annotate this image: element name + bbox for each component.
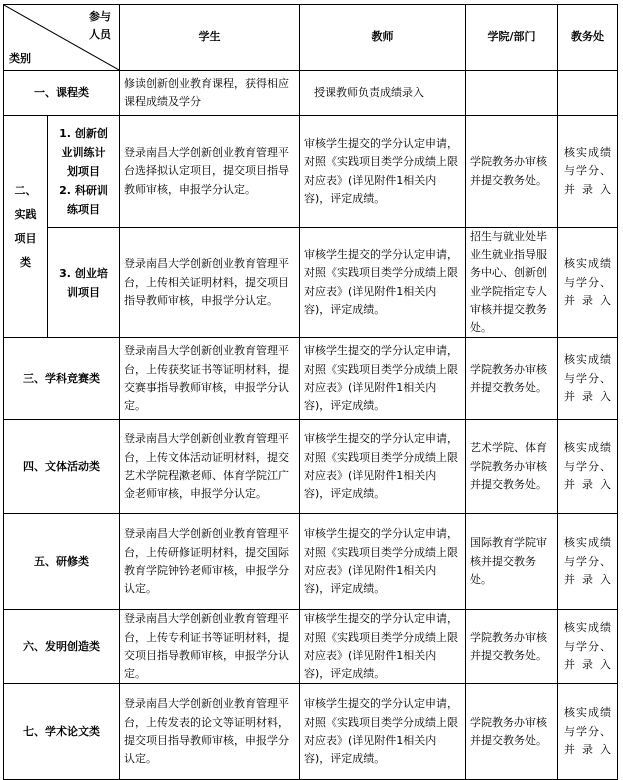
header-college: 学院/部门 (466, 5, 558, 71)
culture-teacher-cell: 审核学生提交的学分认定申请，对照《实践项目类学分成绩上限对应表》(详见附件1相关内容)，评定成绩。 (300, 420, 466, 514)
category-practice (4, 116, 48, 338)
subcategory-line-3: 划项目 (67, 165, 100, 178)
table-row-practice-2 (4, 228, 618, 338)
paper-teacher-cell: 审核学生提交的学分认定申请，对照《实践项目类学分成绩上限对应表》(详见附件1相关内容)，评定成绩。 (300, 684, 466, 780)
paper-college-cell: 学院教务办审核并提交教务处。 (466, 684, 558, 780)
subcategory-line-1: 1. 创新创 (59, 127, 108, 140)
header-corner-top: 参与 (89, 10, 111, 23)
practice-2-college-cell: 招生与就业处毕业生就业指导服务中心、创新创业学院指定专人审核并提交教务处。 (466, 228, 558, 338)
subcategory-line-5: 练项目 (67, 203, 100, 216)
course-office-cell (558, 71, 618, 116)
table-row-culture (4, 420, 618, 514)
header-row (4, 5, 618, 71)
subcategory-innovation-research (48, 116, 120, 228)
competition-teacher-cell: 审核学生提交的学分认定申请，对照《实践项目类学分成绩上限对应表》(详见附件1相关内容)，评定成绩。 (300, 338, 466, 420)
table-row-study (4, 514, 618, 610)
practice-1-office-cell: 核实成绩与学分、并录入 (558, 116, 618, 228)
header-student: 学生 (120, 5, 300, 71)
competition-student-cell: 登录南昌大学创新创业教育管理平台，上传获奖证书等证明材料，提交赛事指导教师审核，申报学分认定。 (120, 338, 300, 420)
category-practice-line-3: 项目 (14, 231, 37, 245)
invention-office-cell: 核实成绩与学分、并录入 (558, 610, 618, 684)
practice-2-office-cell: 核实成绩与学分、并录入 (558, 228, 618, 338)
category-competition: 三、学科竞赛类 (4, 338, 120, 420)
practice-1-student-cell: 登录南昌大学创新创业教育管理平台选择拟认定项目，提交项目指导教师审核，申报学分认定。 (120, 116, 300, 228)
culture-student-cell: 登录南昌大学创新创业教育管理平台，上传文体活动证明材料，提交艺术学院程漱老师、体育学院江广金老师审核，申报学分认定。 (120, 420, 300, 514)
culture-college-cell: 艺术学院、体育学院教务办审核并提交教务处。 (466, 420, 558, 514)
category-paper: 七、学术论文类 (4, 684, 120, 780)
practice-2-student-cell: 登录南昌大学创新创业教育管理平台，上传相关证明材料，提交项目指导教师审核，申报学分认定。 (120, 228, 300, 338)
study-office-cell: 核实成绩与学分、并录入 (558, 514, 618, 610)
practice-2-teacher-cell: 审核学生提交的学分认定申请，对照《实践项目类学分成绩上限对应表》(详见附件1相关内容)，评定成绩。 (300, 228, 466, 338)
header-corner-cell (4, 5, 120, 71)
course-college-cell (466, 71, 558, 116)
competition-college-cell: 学院教务办审核并提交教务处。 (466, 338, 558, 420)
header-corner-mid: 人员 (89, 28, 111, 41)
category-course: 一、课程类 (4, 71, 120, 116)
subcategory-entrepreneurship (48, 228, 120, 338)
subcategory-line-2: 业训练计 (61, 146, 106, 159)
table-row-competition (4, 338, 618, 420)
practice-1-teacher-cell: 审核学生提交的学分认定申请，对照《实践项目类学分成绩上限对应表》(详见附件1相关内容)，评定成绩。 (300, 116, 466, 228)
table-row-invention (4, 610, 618, 684)
invention-student-cell: 登录南昌大学创新创业教育管理平台，上传专利证书等证明材料，提交项目指导教师审核，申报学分认定。 (120, 610, 300, 684)
paper-student-cell: 登录南昌大学创新创业教育管理平台，上传发表的论文等证明材料，提交项目指导教师审核，申报学分认定。 (120, 684, 300, 780)
study-college-cell: 国际教育学院审核并提交教务处。 (466, 514, 558, 610)
credit-process-table (3, 4, 618, 780)
category-practice-line-4: 类 (20, 255, 31, 269)
practice-1-college-cell: 学院教务办审核并提交教务处。 (466, 116, 558, 228)
table-row-practice-1 (4, 116, 618, 228)
subcategory-line-1: 3. 创业培 (59, 266, 108, 280)
study-teacher-cell: 审核学生提交的学分认定申请，对照《实践项目类学分成绩上限对应表》(详见附件1相关内容)，评定成绩。 (300, 514, 466, 610)
table-row-paper (4, 684, 618, 780)
category-study: 五、研修类 (4, 514, 120, 610)
course-student-cell: 修读创新创业教育课程，获得相应课程成绩及学分 (120, 71, 300, 116)
category-culture: 四、文体活动类 (4, 420, 120, 514)
study-student-cell: 登录南昌大学创新创业教育管理平台，上传研修证明材料，提交国际教育学院钟钤老师审核，申报学分认定。 (120, 514, 300, 610)
table-row-course (4, 71, 618, 116)
paper-office-cell: 核实成绩与学分、并录入 (558, 684, 618, 780)
category-invention: 六、发明创造类 (4, 610, 120, 684)
header-academic-office: 教务处 (558, 5, 618, 71)
subcategory-line-4: 2. 科研训 (59, 184, 108, 197)
course-teacher-cell: 授课教师负责成绩录入 (300, 71, 466, 116)
header-corner-bottom: 类别 (9, 51, 31, 65)
invention-teacher-cell: 审核学生提交的学分认定申请，对照《实践项目类学分成绩上限对应表》(详见附件1相关内容)，评定成绩。 (300, 610, 466, 684)
header-teacher: 教师 (300, 5, 466, 71)
category-practice-line-1: 二、 (14, 183, 37, 197)
culture-office-cell: 核实成绩与学分、并录入 (558, 420, 618, 514)
subcategory-line-2: 训项目 (67, 285, 100, 299)
competition-office-cell: 核实成绩与学分、并录入 (558, 338, 618, 420)
invention-college-cell: 学院教务办审核并提交教务处。 (466, 610, 558, 684)
category-practice-line-2: 实践 (14, 207, 37, 221)
